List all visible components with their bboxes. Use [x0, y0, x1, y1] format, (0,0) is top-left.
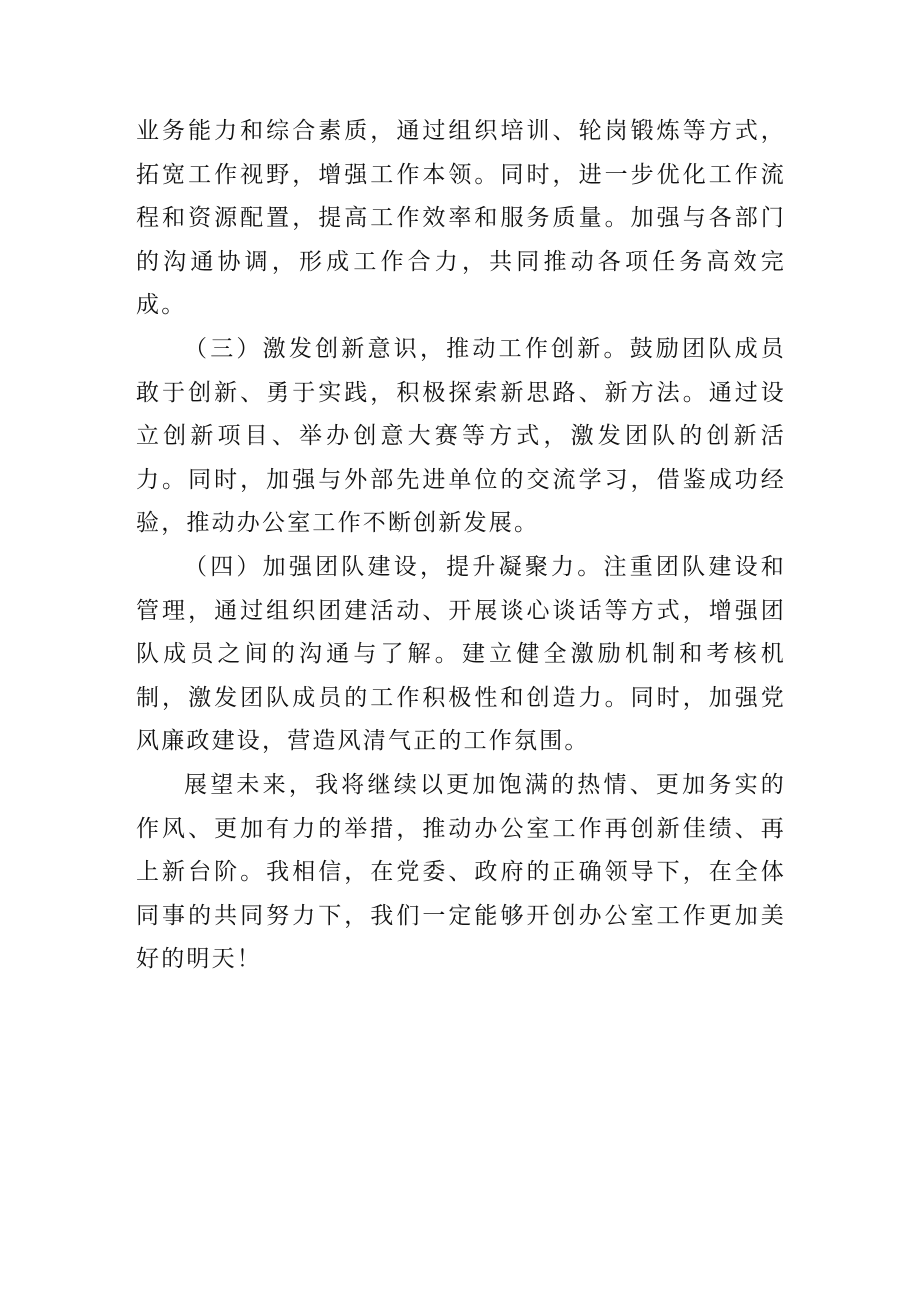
- paragraph-section-four: （四）加强团队建设，提升凝聚力。注重团队建设和管理，通过组织团建活动、开展谈心谈话等方式，增强团队成员之间的沟通与了解。建立健全激励机制和考核机制，激发团队成员的工作积极性和创造力。同时，加强党风廉政建设，营造风清气正的工作氛围。: [136, 553, 786, 755]
- paragraph-outlook: 展望未来，我将继续以更加饱满的热情、更加务实的作风、更加有力的举措，推动办公室工作再创新佳绩、再上新台阶。我相信，在党委、政府的正确领导下，在全体同事的共同努力下，我们一定能够开创办公室工作更加美好的明天！: [136, 771, 786, 973]
- paragraph-continuation: 业务能力和综合素质，通过组织培训、轮岗锻炼等方式，拓宽工作视野，增强工作本领。同时，进一步优化工作流程和资源配置，提高工作效率和服务质量。加强与各部门的沟通协调，形成工作合力，共同推动各项任务高效完成。: [136, 118, 786, 319]
- paragraph-section-three: （三）激发创新意识，推动工作创新。鼓励团队成员敢于创新、勇于实践，积极探索新思路、新方法。通过设立创新项目、举办创意大赛等方式，激发团队的创新活力。同时，加强与外部先进单位的交流学习，借鉴成功经验，推动办公室工作不断创新发展。: [136, 335, 786, 537]
- document-body: [136, 110, 786, 982]
